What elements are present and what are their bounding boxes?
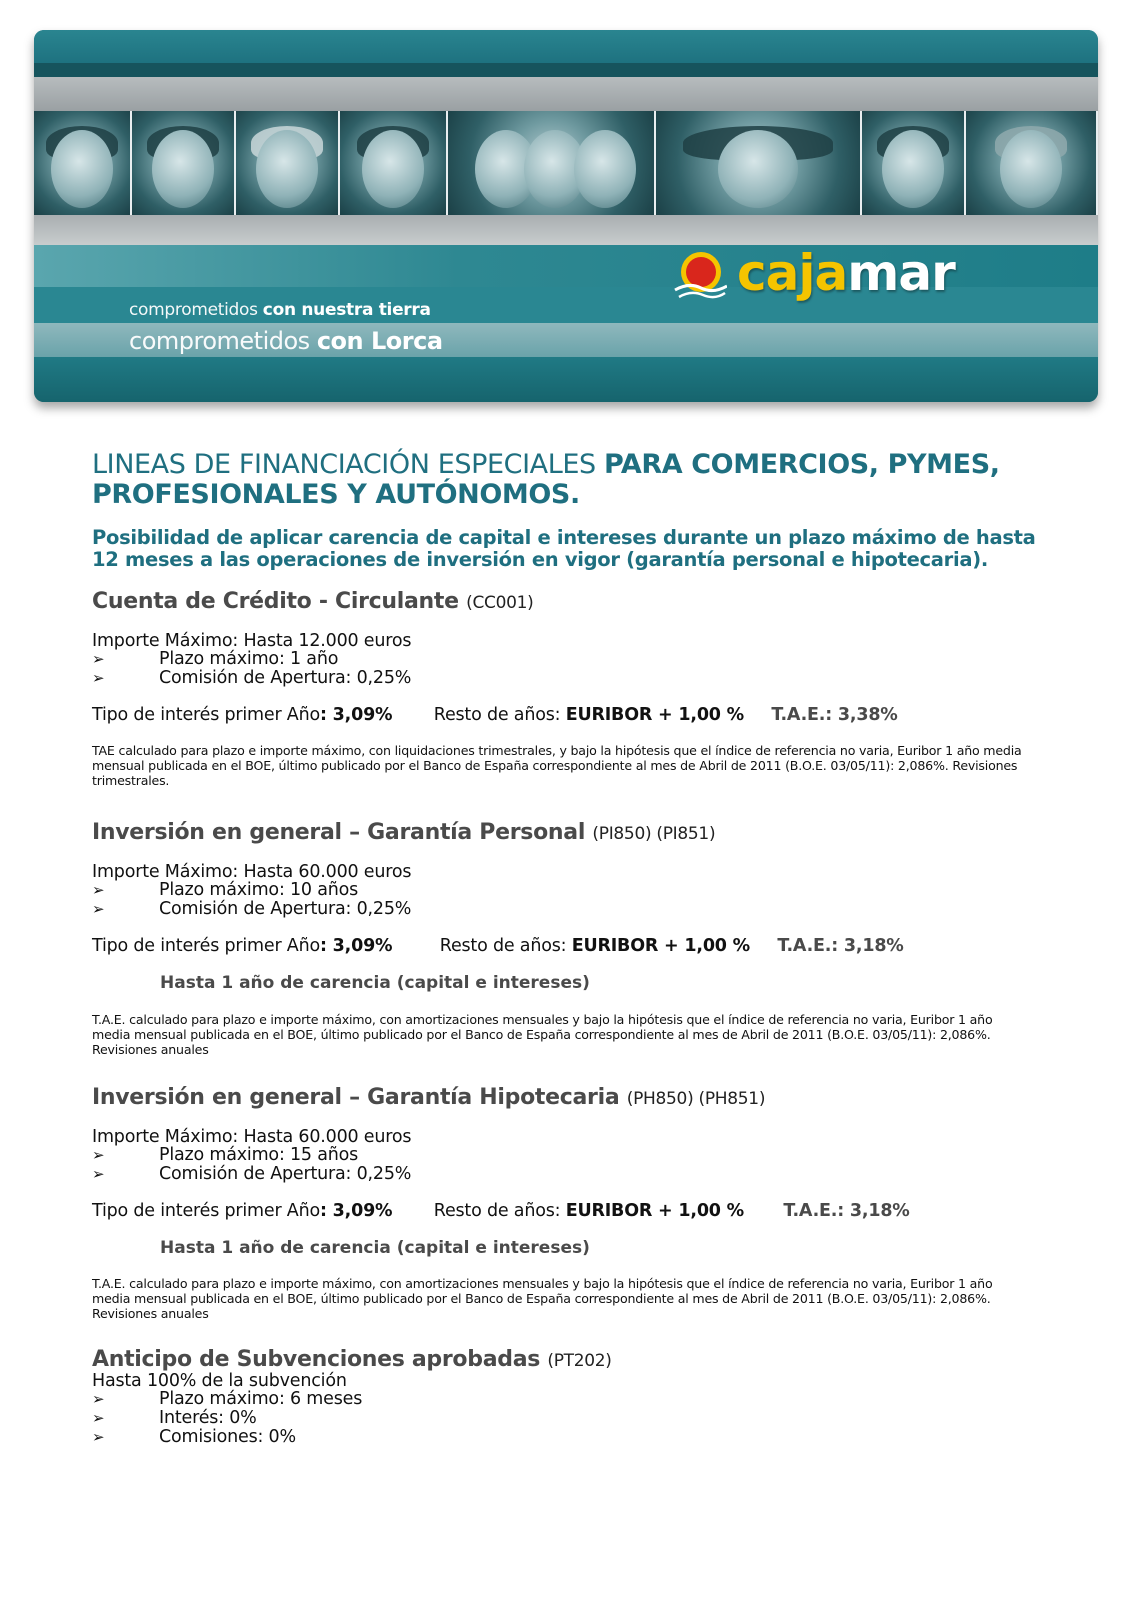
tae-value: T.A.E.: 3,18%	[777, 936, 904, 956]
bullet-item: ➢ Interés: 0%	[92, 1408, 257, 1428]
interest-rate-line: Tipo de interés primer Año: 3,09% Resto de años: EURIBOR + 1,00 % T.A.E.: 3,18%	[92, 1201, 910, 1221]
tae-value: T.A.E.: 3,38%	[771, 705, 898, 725]
arrow-bullet-icon: ➢	[92, 1428, 105, 1446]
portrait-photo	[340, 111, 446, 215]
slogan-bold: con nuestra tierra	[262, 300, 431, 320]
cajamar-logo	[659, 244, 979, 318]
section-title: Anticipo de Subvenciones aprobadas (PT202)	[92, 1347, 612, 1372]
page-title	[92, 450, 1052, 510]
section-title: Inversión en general – Garantía Personal (PI850) (PI851)	[92, 820, 716, 845]
banner-band	[34, 215, 1098, 245]
slogan-line-2	[129, 327, 443, 355]
slogan-light: comprometidos	[129, 300, 258, 320]
section-title: Inversión en general – Garantía Hipotecaria (PH850) (PH851)	[92, 1085, 766, 1110]
slogan-bold: con Lorca	[316, 327, 443, 355]
arrow-bullet-icon: ➢	[92, 1165, 105, 1183]
arrow-bullet-icon: ➢	[92, 1409, 105, 1427]
portrait-photo	[34, 111, 130, 215]
importe-maximo: Importe Máximo: Hasta 60.000 euros	[92, 862, 412, 882]
logo-emblem-icon	[671, 248, 727, 304]
portrait-photo	[862, 111, 964, 215]
bullet-item: ➢ Comisiones: 0%	[92, 1427, 296, 1447]
product-code: (PH850) (PH851)	[626, 1089, 766, 1109]
arrow-bullet-icon: ➢	[92, 1390, 105, 1408]
subvencion-amount: Hasta 100% de la subvención	[92, 1371, 347, 1391]
product-code: (PI850) (PI851)	[592, 824, 716, 844]
bullet-item: ➢ Plazo máximo: 10 años	[92, 880, 359, 900]
carencia-note: Hasta 1 año de carencia (capital e intereses)	[160, 973, 590, 993]
title-bold: PARA COMERCIOS, PYMES, PROFESIONALES Y AUTÓNOMOS.	[92, 449, 1000, 510]
arrow-bullet-icon: ➢	[92, 900, 105, 918]
product-code: (PT202)	[547, 1351, 612, 1371]
banner-band	[34, 63, 1098, 77]
banner-band	[34, 357, 1098, 402]
carencia-note: Hasta 1 año de carencia (capital e intereses)	[160, 1238, 590, 1258]
banner-band	[34, 30, 1098, 63]
arrow-bullet-icon: ➢	[92, 650, 105, 668]
logo-wordmark: cajamar	[737, 244, 955, 302]
title-light: LINEAS DE FINANCIACIÓN ESPECIALES	[92, 449, 596, 480]
portrait-photo	[966, 111, 1096, 215]
slogan-light: comprometidos	[129, 327, 310, 355]
interest-rate-line: Tipo de interés primer Año: 3,09% Resto de años: EURIBOR + 1,00 % T.A.E.: 3,38%	[92, 705, 898, 725]
portrait-photo	[656, 111, 860, 215]
portrait-photo	[236, 111, 338, 215]
header-banner	[34, 30, 1098, 402]
bullet-item: ➢ Plazo máximo: 1 año	[92, 649, 339, 669]
slogan-line-1	[129, 300, 431, 320]
family-photo	[448, 111, 654, 215]
arrow-bullet-icon: ➢	[92, 1146, 105, 1164]
photo-strip	[34, 111, 1098, 215]
bullet-item: ➢ Plazo máximo: 6 meses	[92, 1389, 363, 1409]
arrow-bullet-icon: ➢	[92, 669, 105, 687]
portrait-photo	[132, 111, 234, 215]
bullet-item: ➢ Comisión de Apertura: 0,25%	[92, 1164, 412, 1184]
arrow-bullet-icon: ➢	[92, 881, 105, 899]
tae-footnote: T.A.E. calculado para plazo e importe máximo, con amortizaciones mensuales y bajo la hipótesis que el índice de referencia no varia, Euribor 1 año media mensual publicada en el BOE, último publicado por el Banco de España correspondiente al mes de Abril de 2011 (B.O.E. 03/05/11): 2,086%. Revisiones anuales	[92, 1012, 993, 1057]
bullet-item: ➢ Comisión de Apertura: 0,25%	[92, 899, 412, 919]
bullet-item: ➢ Comisión de Apertura: 0,25%	[92, 668, 412, 688]
tae-footnote: TAE calculado para plazo e importe máximo, con liquidaciones trimestrales, y bajo la hipótesis que el índice de referencia no varia, Euribor 1 año media mensual publicada en el BOE, último publicado por el Banco de España correspondiente al mes de Abril de 2011 (B.O.E. 03/05/11): 2,086%. Revisiones trimestrales.	[92, 743, 1022, 788]
section-title: Cuenta de Crédito - Circulante (CC001)	[92, 589, 534, 614]
tae-value: T.A.E.: 3,18%	[783, 1201, 910, 1221]
importe-maximo: Importe Máximo: Hasta 12.000 euros	[92, 631, 412, 651]
banner-band	[34, 77, 1098, 111]
bullet-item: ➢ Plazo máximo: 15 años	[92, 1145, 359, 1165]
lead-paragraph: Posibilidad de aplicar carencia de capital e intereses durante un plazo máximo de hasta 12 meses a las operaciones de inversión en vigor (garantía personal e hipotecaria).	[92, 526, 1036, 571]
interest-rate-line: Tipo de interés primer Año: 3,09% Resto de años: EURIBOR + 1,00 % T.A.E.: 3,18%	[92, 936, 904, 956]
product-code: (CC001)	[466, 593, 534, 613]
importe-maximo: Importe Máximo: Hasta 60.000 euros	[92, 1127, 412, 1147]
tae-footnote: T.A.E. calculado para plazo e importe máximo, con amortizaciones mensuales y bajo la hipótesis que el índice de referencia no varia, Euribor 1 año media mensual publicada en el BOE, último publicado por el Banco de España correspondiente al mes de Abril de 2011 (B.O.E. 03/05/11): 2,086%. Revisiones anuales	[92, 1276, 993, 1321]
